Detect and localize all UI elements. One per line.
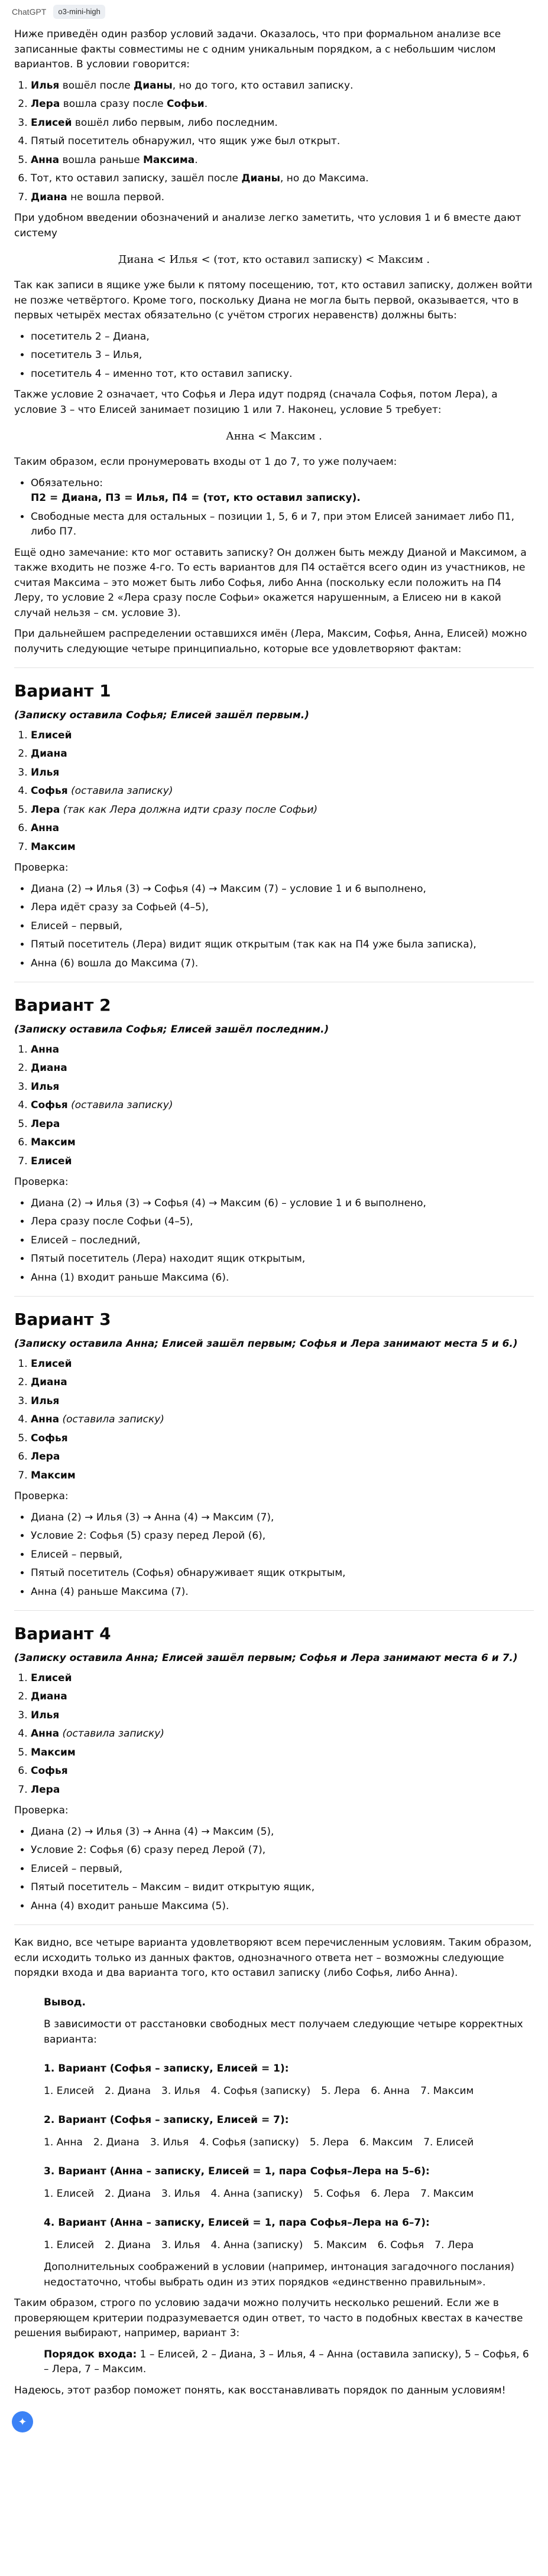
model-badge[interactable]: o3-mini-high [53,5,105,19]
variant-order-list [14,1671,534,1798]
condition-text: . [194,154,198,166]
case-block [44,2113,534,2150]
order-item [31,1450,534,1465]
check-item: • Условие 2: Софья (6) сразу перед Лерой (7), [31,1843,534,1858]
case-title: 3. Вариант (Анна – записку, Елисей = 1, пара Софья–Лера на 5–6): [44,2165,430,2177]
intro-paragraph: Ниже приведён один разбор условий задачи. Оказалось, что при формальном анализе все записанные факты совместимы не с одним уникальным порядком, а с небольшим числом вариантов. В условии говорится: [14,28,501,70]
paragraph: Так как записи в ящике уже были к пятому посещению, тот, кто оставил записку, должен войти не позже четвёртого. Кроме того, поскольку Диана не могла быть первой, оказывается, что в первых четырёх местах обязательно (с учётом строгих неравенств) должны быть: [14,279,533,321]
variant-note: (Записку оставила Софья; Елисей зашёл первым.) [14,709,310,721]
variant-title: Вариант 2 [14,995,111,1015]
condition-text: Анна [31,154,60,166]
condition-text: Дианы [241,172,280,184]
order-item [31,1783,534,1798]
check-label: Проверка: [14,1176,69,1188]
case-block [44,2164,534,2202]
check-item: • Лера идёт сразу за Софьей (4–5), [31,900,534,916]
order-item [31,1431,534,1447]
checks-list [14,1510,534,1600]
order-item [31,1154,534,1170]
case-item: 5. Лера [321,2085,361,2097]
order-item [31,1080,534,1095]
person-name: Диана [31,748,67,760]
case-items [44,2187,534,2202]
person-name: Анна [31,1414,60,1425]
check-label: Проверка: [14,1490,69,1502]
case-items [44,2238,534,2253]
case-item: 5. Лера [309,2136,349,2148]
case-item: 6. Анна [371,2085,410,2097]
condition-text: Диана [31,191,67,203]
mandatory-list [14,476,534,540]
formula-2: Анна < Максим . [226,430,322,442]
order-item [31,1745,534,1761]
check-item: • Условие 2: Софья (5) сразу перед Лерой (6), [31,1529,534,1544]
paragraph: Ещё одно замечание: кто мог оставить записку? Он должен быть между Дианой и Максимом, а также входить не позже 4-го. То есть вариантов для П4 остаётся всего один из участников, не считая Максима – это может быть либо Софья, либо Анна (поскольку если положить на П4 Леру, то условие 2 «Лера сразу после Софьи» окажется нарушенным, а Елисею ни в какой случай нельзя – см. условие 3). [14,546,527,619]
case-item: 2. Диана [105,2239,151,2251]
case-item: 3. Илья [161,2085,200,2097]
list-item: • посетитель 3 – Илья, [31,348,534,363]
conclusion-text: В зависимости от расстановки свободных мест получаем следующие четыре корректных варианта: [44,2018,523,2046]
variant-title: Вариант 1 [14,681,111,701]
condition-text: Дианы [134,79,173,92]
case-item: 7. Елисей [423,2136,474,2148]
variant-note: (Записку оставила Анна; Елисей зашёл первым; Софья и Лера занимают места 5 и 6.) [14,1338,518,1350]
case-item: 2. Диана [105,2187,151,2200]
case-item: 1. Елисей [44,2239,95,2251]
check-item: • Пятый посетитель (Лера) видит ящик открытым (так как на П4 уже была записка), [31,937,534,953]
check-label: Проверка: [14,862,69,874]
variant-section [14,982,534,1285]
case-item: 7. Максим [420,2085,474,2097]
person-name: Лера [31,803,60,816]
condition-text: Илья [31,79,60,92]
check-item: • Пятый посетитель – Максим – видит открытую ящик, [31,1880,534,1896]
case-block [44,2216,534,2253]
case-item: 6. Софья [377,2239,424,2251]
condition-text: Пятый посетитель обнаружил, что ящик уже был открыт. [31,135,341,147]
order-item [31,1357,534,1372]
order-item [31,1135,534,1151]
check-item: • Анна (4) раньше Максима (7). [31,1585,534,1600]
check-item: • Анна (6) вошла до Максима (7). [31,956,534,972]
order-item [31,1394,534,1409]
person-name: Елисей [31,1155,72,1167]
condition-text: , но до Максима. [280,172,369,184]
condition-text: Софьи [167,98,205,110]
condition-text: вошла раньше [59,154,143,166]
answer-value: 1 – Елисей, 2 – Диана, 3 – Илья, 4 – Анна (оставила записку), 5 – Софья, 6 – Лера, 7 – Максим. [44,2348,529,2375]
mandatory-label: Обязательно: [31,477,103,489]
case-item: 3. Илья [161,2239,200,2251]
case-block [44,2062,534,2099]
check-item: • Диана (2) → Илья (3) → Софья (4) → Максим (7) – условие 1 и 6 выполнено, [31,882,534,897]
condition-text: Елисей [31,116,72,129]
checks-list [14,1825,534,1914]
condition-text: Лера [31,98,60,110]
check-item: • Пятый посетитель (Софья) обнаруживает ящик открытым, [31,1566,534,1581]
order-item [31,1412,534,1428]
closing-paragraph: Надеюсь, этот разбор поможет понять, как восстанавливать порядок по данным условиям! [14,2384,506,2396]
list-item: • Свободные места для остальных – позиции 1, 5, 6 и 7, при этом Елисей занимает либо П1, либо П7. [31,510,534,540]
order-item [31,840,534,855]
person-name: Елисей [31,1672,72,1684]
order-item [31,747,534,762]
case-item: 7. Лера [434,2239,474,2251]
assistant-avatar-icon: ✦ [12,2411,33,2432]
case-items [44,2135,534,2151]
answer-label: Порядок входа: [44,2348,137,2360]
answer [44,2347,534,2378]
person-name: Анна [31,1728,60,1740]
variant-order-list [14,1043,534,1170]
case-item: 6. Максим [359,2136,413,2148]
variant-order-list [14,1357,534,1484]
case-item: 2. Диана [93,2136,140,2148]
condition-item [31,171,534,187]
order-item [31,1708,534,1724]
person-name: Диана [31,1691,67,1702]
person-name: Софья [31,1765,68,1777]
check-label: Проверка: [14,1805,69,1816]
divider [14,667,534,668]
person-name: Софья [31,1432,68,1444]
bottom-bar [0,2404,548,2440]
condition-text: вошёл либо первым, либо последним. [72,116,278,129]
condition-text: не вошла первой. [67,191,165,203]
variant-note: (Записку оставила Анна; Елисей зашёл первым; Софья и Лера занимают места 6 и 7.) [14,1652,518,1664]
order-item [31,728,534,744]
person-name: Анна [31,1043,60,1056]
case-item: 3. Илья [161,2187,200,2200]
person-name: Максим [31,1469,76,1481]
variant-section [14,1610,534,1914]
case-item: 3. Илья [150,2136,189,2148]
list-item: • посетитель 2 – Диана, [31,330,534,345]
condition-text: . [204,98,208,110]
person-extra: (оставила записку) [59,1414,164,1425]
check-item: • Елисей – последний, [31,1233,534,1249]
order-item [31,1727,534,1742]
check-item: • Диана (2) → Илья (3) → Анна (4) → Максим (7), [31,1510,534,1526]
conclusion-title: Вывод. [44,1996,86,2008]
paragraph: Также условие 2 означает, что Софья и Лера идут подряд (сначала Софья, потом Лера), а условие 3 – что Елисей занимает позицию 1 или 7. Наконец, условие 5 требует: [14,389,498,416]
person-name: Илья [31,1709,60,1721]
check-item: • Диана (2) → Илья (3) → Софья (4) → Максим (6) – условие 1 и 6 выполнено, [31,1196,534,1212]
paragraph: При удобном введении обозначений и анализе легко заметить, что условия 1 и 6 вместе дают систему [14,212,521,239]
order-item [31,1098,534,1113]
case-item: 4. Анна (записку) [210,2187,303,2200]
person-name: Елисей [31,729,72,741]
person-name: Диана [31,1376,67,1388]
order-item [31,766,534,781]
condition-text: вошла сразу после [60,98,167,110]
condition-text: Тот, кто оставил записку, зашёл после [31,172,242,184]
order-item [31,1061,534,1076]
order-item [31,1764,534,1779]
variants-container [14,667,534,1914]
variant-note: (Записку оставила Софья; Елисей зашёл последним.) [14,1024,329,1035]
person-extra: (оставила записку) [59,1728,164,1740]
case-item: 1. Елисей [44,2187,95,2200]
condition-item [31,97,534,112]
variant-title: Вариант 3 [14,1310,111,1329]
checks-list [14,882,534,972]
condition-item [31,190,534,206]
order-item [31,1117,534,1132]
case-title: 2. Вариант (Софья – записку, Елисей = 7): [44,2114,289,2126]
condition-item [31,116,534,131]
check-item: • Елисей – первый, [31,919,534,934]
case-item: 4. Анна (записку) [210,2239,303,2251]
assistant-message [0,27,548,2398]
person-extra: (оставила записку) [67,785,173,797]
divider [14,1610,534,1611]
person-extra: (оставила записку) [67,1099,173,1111]
app-title: ChatGPT [12,6,47,17]
person-name: Максим [31,1746,76,1758]
person-name: Максим [31,1136,76,1148]
order-item [31,1689,534,1705]
list-item [31,476,534,506]
order-item [31,1671,534,1686]
person-name: Илья [31,1080,60,1093]
checks-list [14,1196,534,1286]
order-item [31,1468,534,1484]
order-item [31,784,534,799]
case-item: 5. Софья [313,2187,361,2200]
check-item: • Лера сразу после Софьи (4–5), [31,1214,534,1230]
case-items [44,2084,534,2099]
person-name: Лера [31,1451,60,1463]
case-item: 1. Елисей [44,2085,95,2097]
summary-paragraph-2: Таким образом, строго по условию задачи можно получить несколько решений. Если же в проверяющем критерии подразумевается один ответ, то часто в подобных квестах в качестве решения выбирают, например, вариант 3: [14,2297,523,2339]
condition-text: вошёл после [59,79,134,92]
person-name: Анна [31,822,60,834]
check-item: • Анна (1) входит раньше Максима (6). [31,1271,534,1286]
person-name: Илья [31,766,60,779]
check-item: • Диана (2) → Илья (3) → Анна (4) → Максим (5), [31,1825,534,1840]
case-item: 6. Лера [371,2187,410,2200]
person-name: Софья [31,1099,68,1111]
extra-paragraph: Дополнительных соображений в условии (например, интонация загадочного послания) недостаточно, чтобы выбрать один из этих порядков «единственно правильным». [44,2261,514,2288]
order-item [31,803,534,818]
case-item: 4. Софья (записку) [210,2085,311,2097]
condition-text: , но до того, кто оставил записку. [172,79,354,92]
conclusion-block [44,1995,534,2291]
person-name: Диана [31,1062,67,1074]
person-name: Лера [31,1118,60,1130]
positions-list [14,330,534,382]
formula-1: Диана < Илья < (тот, кто оставил записку) < Максим . [118,253,430,266]
case-item: 2. Диана [105,2085,151,2097]
variant-order-list [14,728,534,855]
check-item: • Елисей – первый, [31,1548,534,1563]
case-item: 7. Максим [420,2187,474,2200]
order-item [31,821,534,836]
summary-paragraph: Как видно, все четыре варианта удовлетворяют всем перечисленным условиям. Таким образом, если исходить только из данных фактов, однозначного ответа нет – возможны следующие порядки входа и два варианта того, кто оставил записку (либо Софья, либо Анна). [14,1937,532,1979]
condition-item [31,153,534,168]
person-name: Максим [31,841,76,853]
person-name: Елисей [31,1357,72,1370]
order-item [31,1043,534,1058]
order-item [31,1375,534,1390]
check-item: • Анна (4) входит раньше Максима (5). [31,1899,534,1914]
case-item: 5. Максим [313,2239,367,2251]
person-extra: (так как Лера должна идти сразу после Софьи) [60,803,318,816]
divider [14,1924,534,1925]
divider [14,1296,534,1297]
condition-item [31,134,534,149]
conditions-list [14,79,534,206]
variant-section [14,667,534,971]
top-bar [0,0,548,24]
paragraph: При дальнейшем распределении оставшихся имён (Лера, Максим, Софья, Анна, Елисей) можно получить следующие четыре принципиально, которые все удовлетворяют фактам: [14,628,527,655]
person-name: Илья [31,1395,60,1407]
cases-list [44,2062,534,2253]
list-item: • посетитель 4 – именно тот, кто оставил записку. [31,367,534,382]
condition-item [31,79,534,94]
person-name: Софья [31,785,68,797]
case-item: 4. Софья (записку) [199,2136,299,2148]
mandatory-value: П2 = Диана, П3 = Илья, П4 = (тот, кто оставил записку). [31,492,361,504]
case-item: 1. Анна [44,2136,83,2148]
person-name: Лера [31,1783,60,1796]
condition-text: Максима [142,154,195,166]
variant-title: Вариант 4 [14,1624,111,1643]
paragraph: Таким образом, если пронумеровать входы от 1 до 7, то уже получаем: [14,456,397,468]
case-title: 4. Вариант (Анна – записку, Елисей = 1, пара Софья–Лера на 6–7): [44,2217,430,2229]
check-item: • Пятый посетитель (Лера) находит ящик открытым, [31,1252,534,1267]
check-item: • Елисей – первый, [31,1862,534,1877]
case-title: 1. Вариант (Софья – записку, Елисей = 1): [44,2063,289,2075]
variant-section [14,1296,534,1600]
